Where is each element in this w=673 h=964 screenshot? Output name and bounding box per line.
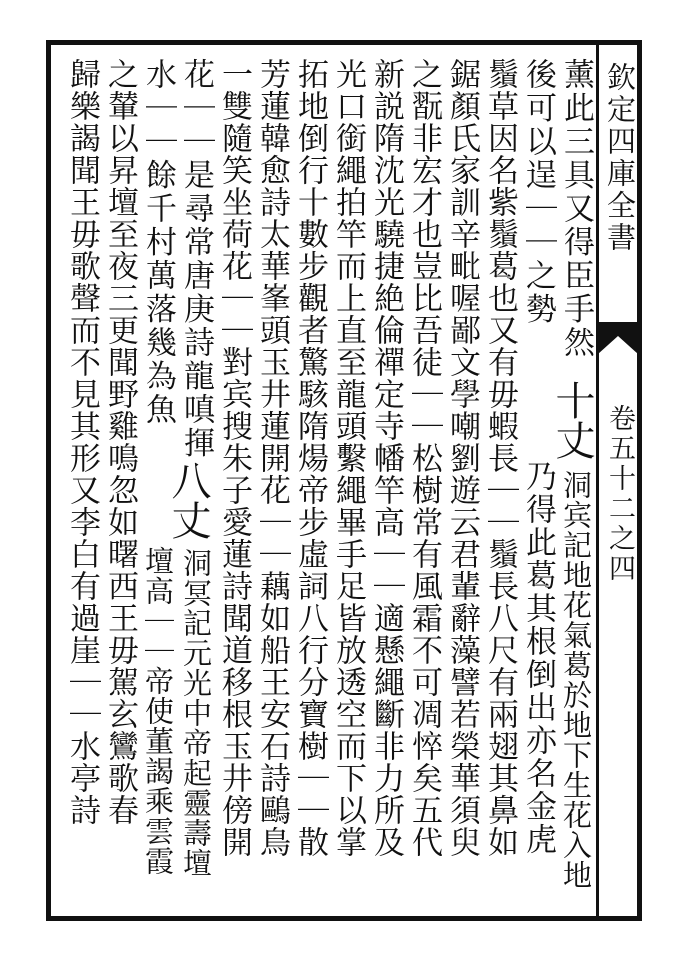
bottom-border bbox=[46, 916, 642, 921]
heading-shizhang: 十丈 bbox=[549, 380, 595, 460]
text-column-7: 光口銜繩拍竿而上直至龍頭繫繩畢手足皆放透空而下以掌 bbox=[330, 58, 366, 858]
top-border bbox=[46, 40, 642, 45]
text-column-8: 拓地倒行十數步觀者驚駭隋煬帝步虛詞八行分寶樹｜｜散 bbox=[292, 58, 328, 858]
text-column-14: 歸樂謁聞王毋歌聲而不見其形又李白有過崖｜｜水亭詩 bbox=[64, 58, 100, 826]
text-column-4: 鋸顏氏家訓辛毗喔鄙文學嘲劉遊云君輩辭藻譬若榮華須臾 bbox=[444, 58, 480, 858]
text-column-11: 花｜｜是尋常唐庚詩龍嗔揮 bbox=[178, 58, 214, 460]
text-column-10: 一雙隨笑坐荷花｜｜對宾搜朱子愛蓮詩聞道移根玉井傍開 bbox=[216, 58, 252, 858]
text-column-9: 芳蓮韓愈詩太華峯頭玉井蓮開花｜｜藕如船王安石詩鷗鳥 bbox=[254, 58, 290, 858]
text-column-1: 薰此三具又得臣手然 bbox=[558, 58, 594, 360]
margin-header: 欽定四庫全書 bbox=[603, 62, 637, 254]
text-column-2-tail: 乃得此葛其根倒出亦名金虎 bbox=[520, 460, 556, 856]
text-column-2: 後可以逞｜｜之勢 bbox=[520, 58, 556, 326]
text-column-12: 水｜｜餘千村萬落幾為魚 bbox=[140, 58, 176, 427]
margin-divider bbox=[596, 44, 599, 918]
text-column-13: 之輦以昇壇至夜三更聞野雞鳴忽如曙西王毋駕玄鸞歌春 bbox=[102, 58, 138, 826]
text-column-1-tail: 洞宾記地花氣葛於地下生花入地 bbox=[559, 470, 593, 890]
heading-bazhang: 八丈 bbox=[165, 460, 211, 540]
text-column-6: 新説隋沈光驍捷絶倫禪定寺幡竿高｜｜適懸繩斷非力所及 bbox=[368, 58, 404, 858]
text-column-5: 之翫非宏才也豈比吾徒｜｜松樹常有風霜不可凋悴矣五代 bbox=[406, 58, 442, 858]
left-border bbox=[46, 40, 51, 921]
text-column-3: 鬚草因名紫鬚葛也又有毋蝦長｜｜鬚長八尺有兩翅其鼻如 bbox=[482, 58, 518, 858]
text-column-12-tail: 壇高｜｜帝使董謁乘雲霞 bbox=[141, 546, 175, 876]
margin-volume: 卷五十二之四 bbox=[604, 404, 635, 584]
fish-tail-icon bbox=[598, 318, 638, 358]
text-column-11-tail: 洞冥記元光中帝起靈壽壇 bbox=[179, 548, 213, 878]
